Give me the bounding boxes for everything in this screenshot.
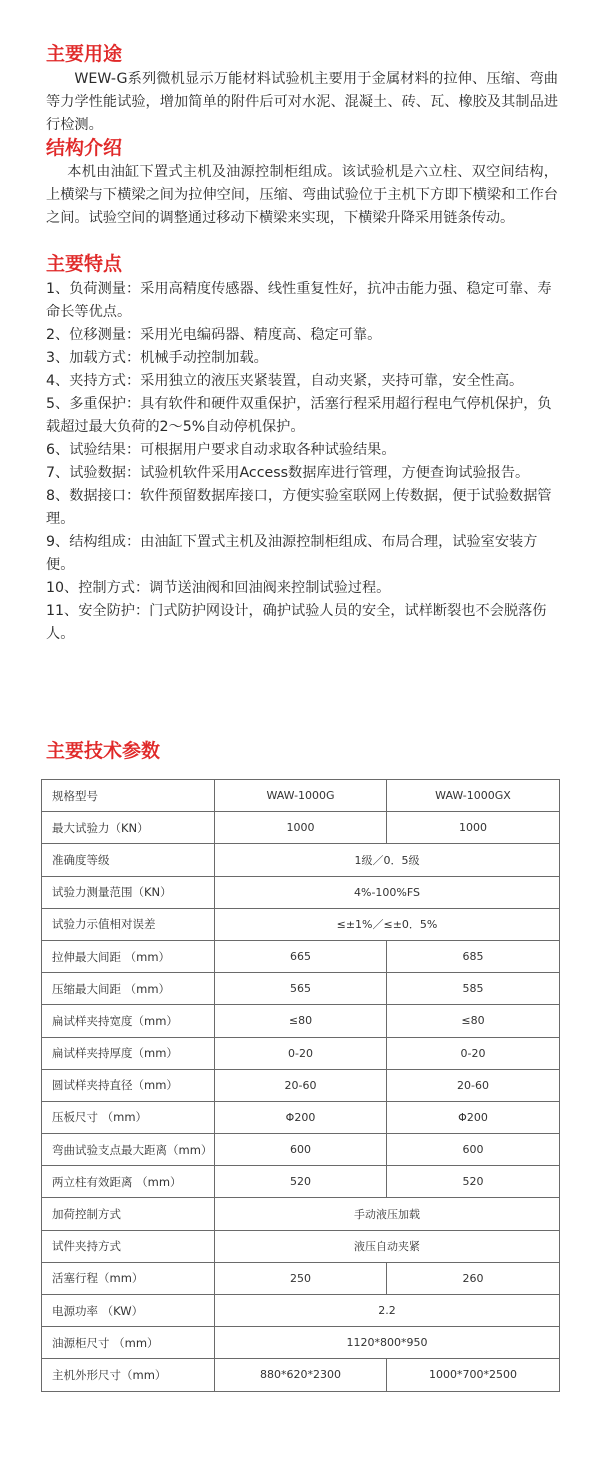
spec-value-shared: 手动液压加载 <box>215 1198 560 1230</box>
spec-value-model-g: 1000 <box>215 812 387 844</box>
structure-paragraph: 本机由油缸下置式主机及油源控制柜组成。该试验机是六立柱、双空间结构，上横梁与下横梁之间为拉伸空间，压缩、弯曲试验位于主机下方即下横梁和工作台之间。试验空间的调整通过移动下横梁来实现，下横梁升降采用链条传动。 <box>46 164 558 226</box>
spec-label: 准确度等级 <box>42 844 215 876</box>
table-row <box>42 973 560 1005</box>
spec-label: 圆试样夹持直径（mm） <box>42 1069 215 1101</box>
spec-value-model-gx: 1000 <box>387 812 560 844</box>
table-row <box>42 812 560 844</box>
usage-paragraph: WEW-G系列微机显示万能材料试验机主要用于金属材料的拉伸、压缩、弯曲等力学性能试验，增加简单的附件后可对水泥、混凝土、砖、瓦、橡胶及其制品进行检测。 <box>46 71 558 133</box>
spec-label: 试验力示值相对误差 <box>42 908 215 940</box>
spec-value-model-gx: 520 <box>387 1166 560 1198</box>
spec-value-model-gx: 585 <box>387 973 560 1005</box>
spec-value-model-g: 250 <box>215 1262 387 1294</box>
spec-value-model-gx: 0-20 <box>387 1037 560 1069</box>
spec-value-model-gx: Φ200 <box>387 1101 560 1133</box>
spec-label: 压板尺寸 （mm） <box>42 1101 215 1133</box>
spec-label: 试验力测量范围（KN） <box>42 876 215 908</box>
spec-value-model-g: 600 <box>215 1134 387 1166</box>
usage-heading: 主要用途 <box>46 43 123 65</box>
table-row <box>42 1101 560 1133</box>
features-heading: 主要特点 <box>46 253 123 275</box>
spec-value-model-gx: 1000*700*2500 <box>387 1359 560 1391</box>
spec-value-model-g: 20-60 <box>215 1069 387 1101</box>
table-row <box>42 844 560 876</box>
spec-label: 电源功率 （KW） <box>42 1295 215 1327</box>
spec-label: 两立柱有效距离 （mm） <box>42 1166 215 1198</box>
spec-label: 主机外形尺寸（mm） <box>42 1359 215 1391</box>
spec-value-model-gx: 20-60 <box>387 1069 560 1101</box>
spec-value-model-gx: 685 <box>387 940 560 972</box>
spec-label: 扁试样夹持厚度（mm） <box>42 1037 215 1069</box>
spec-value-model-g: 665 <box>215 940 387 972</box>
spec-label: 扁试样夹持宽度（mm） <box>42 1005 215 1037</box>
spec-value-model-gx: 260 <box>387 1262 560 1294</box>
spec-value-model-g: 880*620*2300 <box>215 1359 387 1391</box>
spec-value-model-g: Φ200 <box>215 1101 387 1133</box>
spec-value-model-g: 520 <box>215 1166 387 1198</box>
feature-item: 7、试验数据：试验机软件采用Access数据库进行管理，方便查询试验报告。 <box>46 465 530 481</box>
specs-heading: 主要技术参数 <box>46 740 161 762</box>
table-row <box>42 1295 560 1327</box>
feature-item: 3、加载方式：机械手动控制加载。 <box>46 350 268 366</box>
spec-label: 拉伸最大间距 （mm） <box>42 940 215 972</box>
table-row <box>42 1069 560 1101</box>
table-row <box>42 1262 560 1294</box>
spec-label: 规格型号 <box>42 780 215 812</box>
features-list <box>46 278 556 646</box>
spec-label: 最大试验力（KN） <box>42 812 215 844</box>
feature-item: 9、结构组成：由油缸下置式主机及油源控制柜组成、布局合理，试验室安装方便。 <box>46 534 538 573</box>
table-row <box>42 1166 560 1198</box>
feature-item: 1、负荷测量：采用高精度传感器、线性重复性好，抗冲击能力强、稳定可靠、寿命长等优点。 <box>46 281 552 320</box>
spec-value-model-gx: 600 <box>387 1134 560 1166</box>
spec-value-model-g: ≤80 <box>215 1005 387 1037</box>
table-row <box>42 1230 560 1262</box>
spec-label: 弯曲试验支点最大距离（mm） <box>42 1134 215 1166</box>
spec-value-model-g: 565 <box>215 973 387 1005</box>
feature-item: 10、控制方式：调节送油阀和回油阀来控制试验过程。 <box>46 580 391 596</box>
spec-value-shared: 4%-100%FS <box>215 876 560 908</box>
feature-item: 11、安全防护：门式防护网设计，确护试验人员的安全，试样断裂也不会脱落伤人。 <box>46 603 547 642</box>
table-row <box>42 1359 560 1391</box>
table-row <box>42 1327 560 1359</box>
feature-item: 8、数据接口：软件预留数据库接口，方便实验室联网上传数据，便于试验数据管理。 <box>46 488 552 527</box>
feature-item: 6、试验结果：可根据用户要求自动求取各种试验结果。 <box>46 442 396 458</box>
spec-value-model-gx: ≤80 <box>387 1005 560 1037</box>
table-row <box>42 940 560 972</box>
spec-value-shared: 1级／0．5级 <box>215 844 560 876</box>
spec-label: 试件夹持方式 <box>42 1230 215 1262</box>
table-row <box>42 908 560 940</box>
spec-label: 活塞行程（mm） <box>42 1262 215 1294</box>
table-row <box>42 876 560 908</box>
spec-value-shared: 液压自动夹紧 <box>215 1230 560 1262</box>
table-row <box>42 780 560 812</box>
structure-heading: 结构介绍 <box>46 137 123 159</box>
spec-value-shared: 1120*800*950 <box>215 1327 560 1359</box>
feature-item: 2、位移测量：采用光电编码器、精度高、稳定可靠。 <box>46 327 382 343</box>
spec-value-model-gx: WAW-1000GX <box>387 780 560 812</box>
spec-value-shared: 2.2 <box>215 1295 560 1327</box>
spec-value-shared: ≤±1%／≤±0．5% <box>215 908 560 940</box>
spec-value-model-g: WAW-1000G <box>215 780 387 812</box>
table-row <box>42 1037 560 1069</box>
table-row <box>42 1005 560 1037</box>
spec-table <box>41 779 560 1392</box>
feature-item: 5、多重保护：具有软件和硬件双重保护，活塞行程采用超行程电气停机保护，负载超过最大负荷的2～5%自动停机保护。 <box>46 396 552 435</box>
table-row <box>42 1198 560 1230</box>
spec-label: 压缩最大间距 （mm） <box>42 973 215 1005</box>
spec-label: 油源柜尺寸 （mm） <box>42 1327 215 1359</box>
table-row <box>42 1134 560 1166</box>
spec-label: 加荷控制方式 <box>42 1198 215 1230</box>
spec-value-model-g: 0-20 <box>215 1037 387 1069</box>
feature-item: 4、夹持方式：采用独立的液压夹紧装置，自动夹紧，夹持可靠，安全性高。 <box>46 373 524 389</box>
